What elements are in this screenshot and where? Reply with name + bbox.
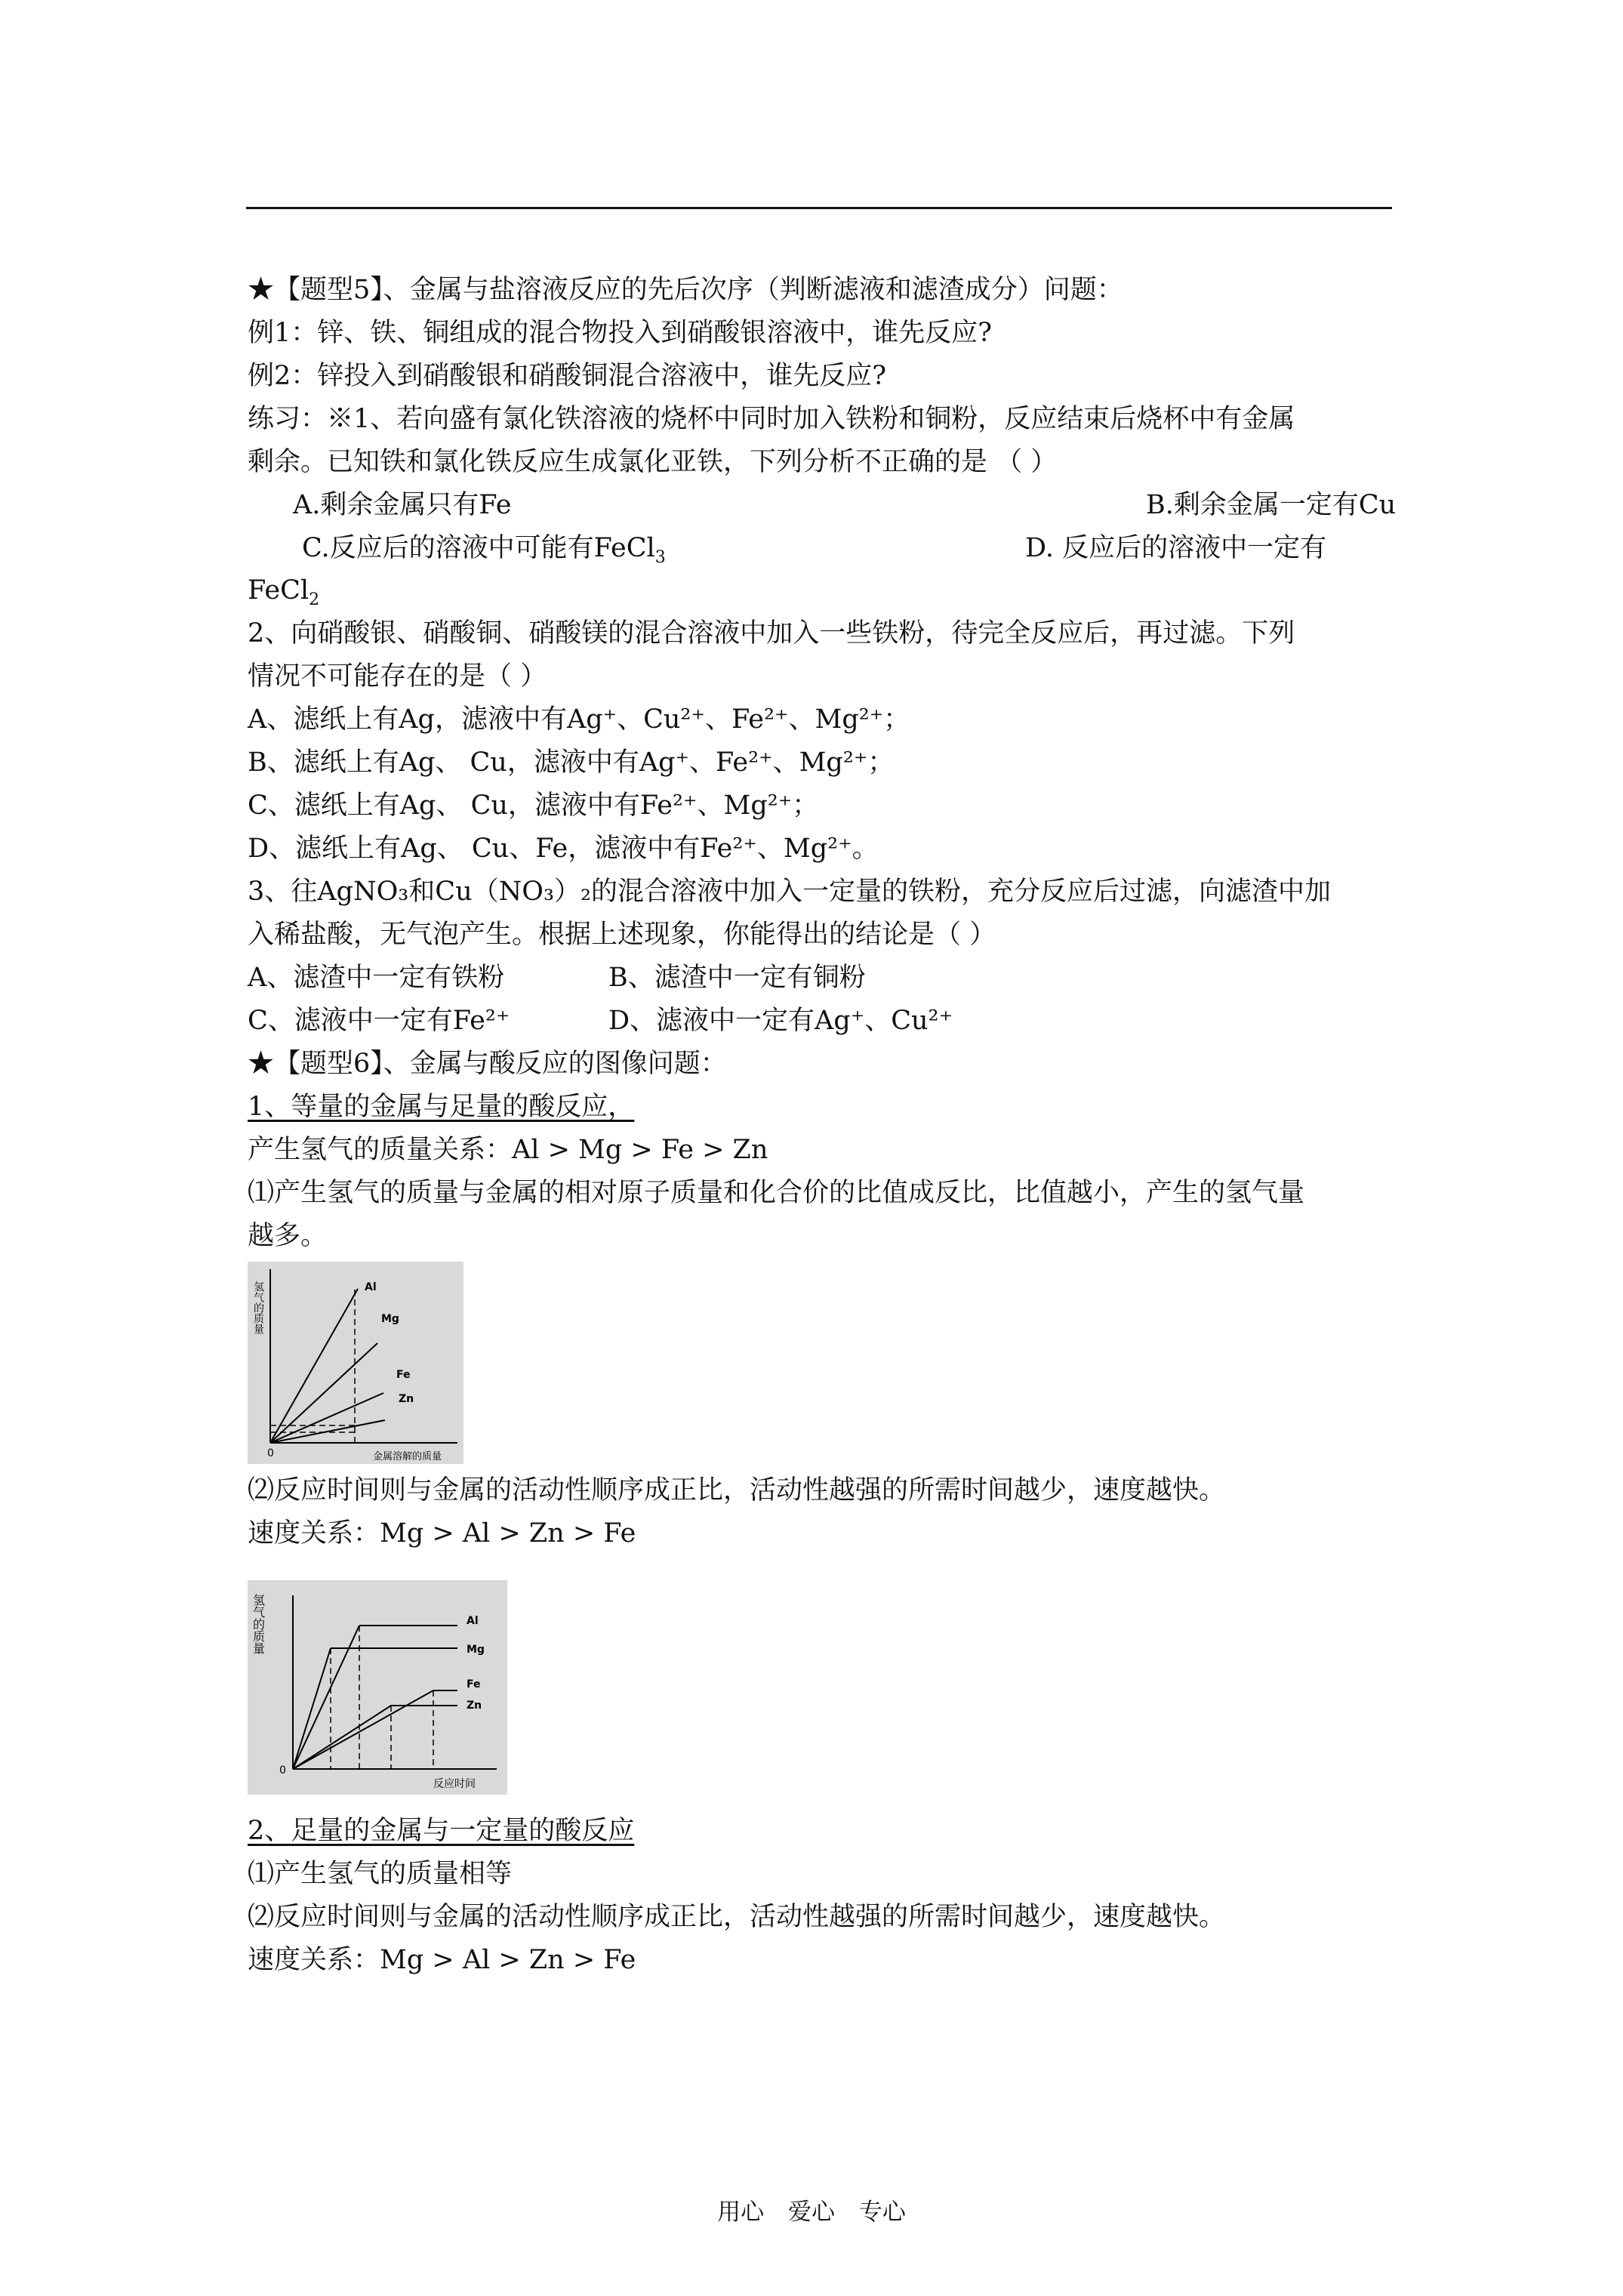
case-1-mass-relation: 产生氢气的质量关系：Al > Mg > Fe > Zn bbox=[248, 1135, 768, 1165]
option-2c: C、滤纸上有Ag、 Cu，滤液中有Fe²⁺、Mg²⁺； bbox=[248, 791, 819, 821]
case-1-point2: ⑵反应时间则与金属的活动性顺序成正比，活动性越强的所需时间越少，速度越快。 bbox=[248, 1475, 1226, 1505]
fig2-label-mg: Mg bbox=[467, 1644, 485, 1656]
fig1-ylabel: 氢气的质量 bbox=[252, 1281, 264, 1334]
fig1-origin: 0 bbox=[267, 1447, 274, 1459]
option-2b: B、滤纸上有Ag、 Cu，滤液中有Ag⁺、Fe²⁺、Mg²⁺； bbox=[248, 747, 895, 778]
exercise-1-line1: 练习：※1、若向盛有氯化铁溶液的烧杯中同时加入铁粉和铜粉，反应结束后烧杯中有金属 bbox=[248, 404, 1295, 434]
fig2-label-zn: Zn bbox=[467, 1700, 482, 1712]
option-1c: C.反应后的溶液中可能有FeCl$_3$ bbox=[302, 533, 666, 567]
fig2-xlabel: 反应时间 bbox=[433, 1778, 476, 1790]
option-1d-cont: FeCl$_2$ bbox=[248, 575, 320, 609]
example-1: 例1：锌、铁、铜组成的混合物投入到硝酸银溶液中，谁先反应? bbox=[248, 318, 993, 348]
case-1-title: 1、等量的金属与足量的酸反应， bbox=[248, 1092, 635, 1122]
option-1a: A.剩余金属只有Fe bbox=[293, 490, 512, 520]
exercise-3-line2: 入稀盐酸，无气泡产生。根据上述现象，你能得出的结论是（ ） bbox=[248, 920, 996, 950]
case-1-point1-line1: ⑴产生氢气的质量与金属的相对原子质量和化合价的比值成反比，比值越小，产生的氢气量 bbox=[248, 1178, 1305, 1208]
example-2: 例2：锌投入到硝酸银和硝酸铜混合溶液中，谁先反应? bbox=[248, 361, 887, 391]
case-2-point1: ⑴产生氢气的质量相等 bbox=[248, 1859, 513, 1889]
case-2-point2: ⑵反应时间则与金属的活动性顺序成正比，活动性越强的所需时间越少，速度越快。 bbox=[248, 1902, 1226, 1932]
fig1-label-al: Al bbox=[365, 1281, 377, 1293]
section5-title: ★【题型5】、金属与盐溶液反应的先后次序（判断滤液和滤渣成分）问题： bbox=[248, 275, 1123, 305]
exercise-3-line1: 3、往AgNO₃和Cu（NO₃）₂的混合溶液中加入一定量的铁粉，充分反应后过滤，向滤渣中加 bbox=[248, 877, 1332, 907]
exercise-2-line1: 2、向硝酸银、硝酸铜、硝酸镁的混合溶液中加入一些铁粉，待完全反应后，再过滤。下列 bbox=[248, 618, 1295, 649]
page-footer: 用心 爱心 专心 bbox=[717, 2199, 906, 2226]
exercise-2-line2: 情况不可能存在的是（ ） bbox=[248, 661, 547, 692]
option-3a: A、滤渣中一定有铁粉 bbox=[248, 963, 505, 993]
exercise-1-line2: 剩余。已知铁和氯化铁反应生成氯化亚铁，下列分析不正确的是 （ ） bbox=[248, 447, 1058, 477]
option-3b: B、滤渣中一定有铜粉 bbox=[608, 963, 866, 993]
fig1-label-fe: Fe bbox=[396, 1369, 411, 1381]
case-2-speed-relation: 速度关系：Mg > Al > Zn > Fe bbox=[248, 1945, 636, 1975]
fig1-label-mg: Mg bbox=[381, 1313, 399, 1325]
fig1-xlabel: 金属溶解的质量 bbox=[373, 1451, 442, 1462]
option-1b: B.剩余金属一定有Cu bbox=[1146, 490, 1397, 520]
option-2d: D、滤纸上有Ag、 Cu、Fe，滤液中有Fe²⁺、Mg²⁺。 bbox=[248, 834, 879, 864]
option-3c: C、滤液中一定有Fe²⁺ bbox=[248, 1006, 510, 1036]
section6-title: ★【题型6】、金属与酸反应的图像问题： bbox=[248, 1049, 727, 1079]
case-1-point1-line2: 越多。 bbox=[248, 1221, 328, 1251]
case-1-speed-relation: 速度关系：Mg > Al > Zn > Fe bbox=[248, 1518, 636, 1549]
header-rule bbox=[246, 207, 1392, 209]
option-1d: D. 反应后的溶液中一定有 bbox=[1025, 533, 1327, 563]
fig2-label-fe: Fe bbox=[467, 1678, 481, 1690]
fig2-origin: 0 bbox=[279, 1764, 286, 1777]
fig2-label-al: Al bbox=[467, 1615, 479, 1627]
fig2-ylabel: 氢气的质量 bbox=[251, 1594, 266, 1654]
figure-mass-vs-metal bbox=[248, 1262, 463, 1464]
option-3d: D、滤液中一定有Ag⁺、Cu²⁺ bbox=[608, 1006, 953, 1036]
option-2a: A、滤纸上有Ag，滤液中有Ag⁺、Cu²⁺、Fe²⁺、Mg²⁺； bbox=[248, 704, 910, 735]
figure-mass-vs-time bbox=[248, 1580, 507, 1795]
case-2-title: 2、足量的金属与一定量的酸反应 bbox=[248, 1816, 635, 1846]
fig1-label-zn: Zn bbox=[399, 1393, 414, 1405]
